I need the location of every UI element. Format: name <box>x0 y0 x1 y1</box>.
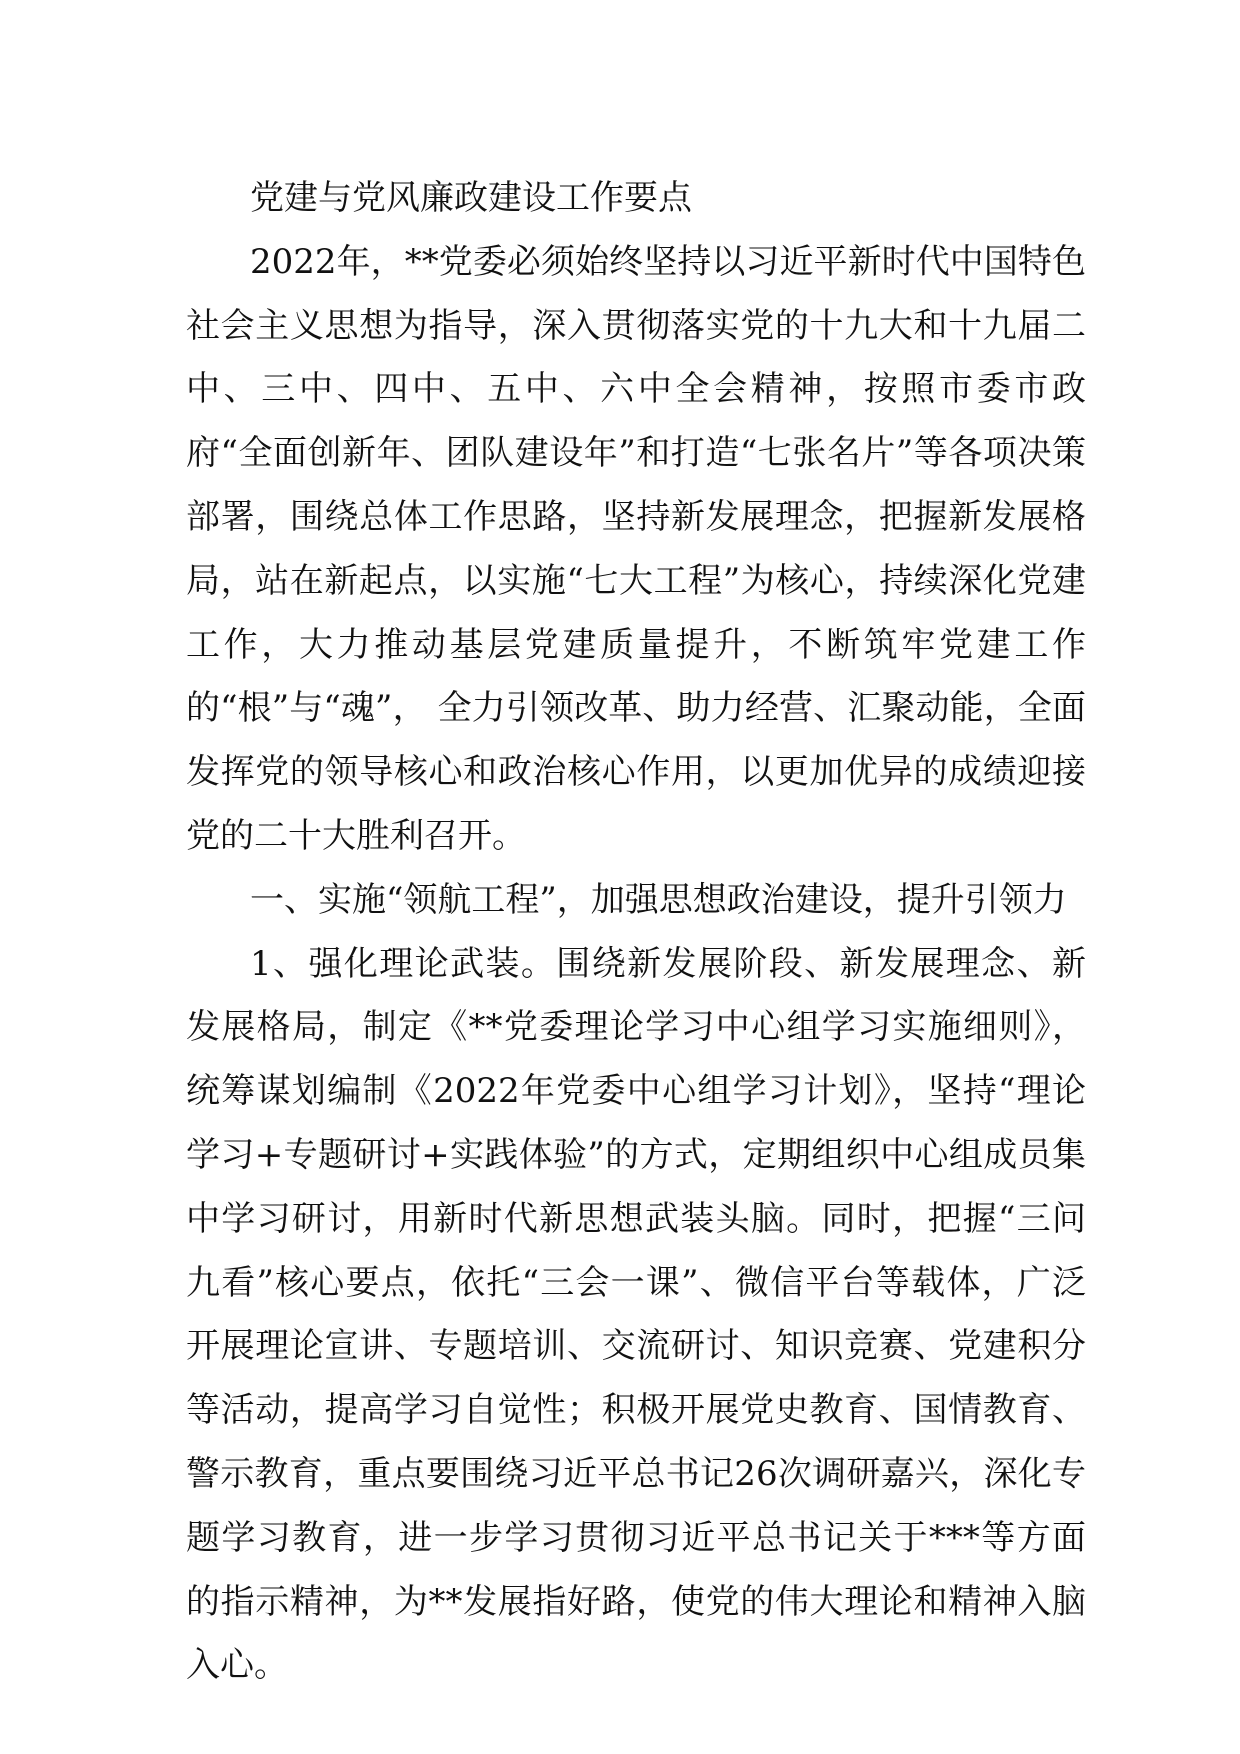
document-title: 党建与党风廉政建设工作要点 <box>250 178 692 218</box>
document-body <box>186 167 1086 1698</box>
paragraph-item-1: 1、强化理论武装。围绕新发展阶段、新发展理念、新发展格局，制定《**党委理论学习中心组学习实施细则》，统筹谋划编制《2022年党委中心组学习计划》，坚持“理论学习+专题研讨+实践体验”的方式，定期组织中心组成员集中学习研讨，用新时代新思想武装头脑。同时，把握“三问九看”核心要点，依托“三会一课”、微信平台等载体，广泛开展理论宣讲、专题培训、交流研讨、知识竞赛、党建积分等活动，提高学习自觉性；积极开展党史教育、国情教育、警示教育，重点要围绕习近平总书记26次调研嘉兴，深化专题学习教育，进一步学习贯彻习近平总书记关于***等方面的指示精神，为**发展指好路，使党的伟大理论和精神入脑入心。 <box>186 943 1086 1686</box>
paragraph-intro: 2022年，**党委必须始终坚持以习近平新时代中国特色社会主义思想为指导，深入贯彻落实党的十九大和十九届二中、三中、四中、五中、六中全会精神，按照市委市政府“全面创新年、团队建设年”和打造“七张名片”等各项决策部署，围绕总体工作思路，坚持新发展理念，把握新发展格局，站在新起点，以实施“七大工程”为核心，持续深化党建工作，大力推动基层党建质量提升，不断筑牢党建工作的“根”与“魂”， 全力引领改革、助力经营、汇聚动能，全面发挥党的领导核心和政治核心作用，以更加优异的成绩迎接党的二十大胜利召开。 <box>186 241 1086 856</box>
section-heading-1: 一、实施“领航工程”，加强思想政治建设，提升引领力 <box>250 879 1067 920</box>
